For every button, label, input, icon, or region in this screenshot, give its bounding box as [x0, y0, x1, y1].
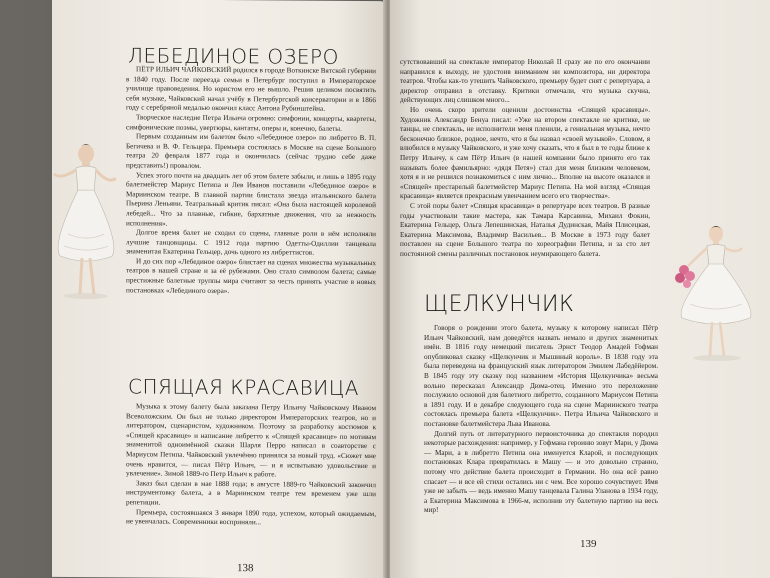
sleeping-beauty-continued-text	[400, 58, 650, 294]
paragraph: сутствовавший на спектакле император Николай II сразу же по его окончании направился к выходу, не удостоив вниманием ни композитора, ни директора театров. Чтобы как-то утешить Чайковского, премьеру будет снят с репертуара, а директор отправил в отставку. Критики отмечали, что музыка скучна, действующих лиц слишком много...	[400, 58, 650, 105]
heading-nutcracker: ЩЕЛКУНЧИК	[424, 292, 575, 317]
paragraph: С этой поры балет «Спящая красавица» в репертуаре всех театров. В разные годы участвовали такие мастера, как Тамара Карсавина, Михаил Фокин, Екатерина Гельцер, Ольга Лепешинская, Наталья Дудинская, Майя Плисецкая, Екатерина Максимова, Владимир Васильев... В Москве в 1973 году балет поставлен на сцене Большого театра по хореографии Петипа, и за сто лет постоянной смены различных постановок неумирающего балета.	[400, 201, 650, 258]
paragraph: Долгий путь от литературного первоисточника до спектакля породил некоторые расхождения: например, у Гофмана героиню зовут Мари, у Дюма — Мари, а в либретто Петипа она именуется Кларой, и последующих постановках Клара превратилась в Машу — и это довольно странно, потому что действие балета происходит в Германии. Но она всё равно спасает — и все ей стихи остались ни с чем. Все хорошо сочувствует. Имя уже не забыть — ведь именно Машу танцевала Галина Уланова в 1934 году, а Екатерина Максимова в 1966-м, исполнив эту балетную партию на весь мир!	[424, 429, 658, 515]
paragraph: И до сих пор «Лебединое озеро» блистает на сценах множества музыкальных театров в нашей стране и за её рубежами. Оно стало символом балета; самые престижные балетные труппы мира считают за честь принять участие в новых постановках «Лебединого озера».	[126, 257, 376, 295]
ballerina-illustration	[52, 134, 126, 305]
paragraph: Заказ был сделан в мае 1888 года; в августе 1889-го Чайковский закончил инструментовку балета, а в Мариинском театре тем временем уже шли репетиции.	[126, 479, 376, 507]
paragraph: ПЁТР ИЛЬИЧ ЧАЙКОВСКИЙ родился в городе Воткинске Вятской губернии в 1840 году. После переезда семьи в Петербург поступил в Императорское училище правоведения. Но юристом его не вышло. Решив целиком посвятить себя музыке, Чайковский начал учёбу в Петербургской консерватории и в 1866 году с серебряной медалью окончил класс Антона Рубинштейна.	[126, 65, 376, 114]
page-number: 139	[580, 538, 597, 550]
paragraph: Говоря о рождении этого балета, музыку к которому написал Пётр Ильич Чайковский, нам доведётся назвать немало и других знаменитых имён. В 1816 году немецкий писатель Эрнст Теодор Амадей Гофман опубликовал сказку «Щелкунчик и Мышиный король». В 1838 году эта была переведена на французский язык литератором Эмилем Лабедёйером. В 1845 году эту сказку под названием «История Щелкунчика» весьма вольно пересказал Александр Дюма-отец. Именно это переложение послужило основой для балетного либретто, созданного Мариусом Петипа в 1891 году. И в декабре следующего года на сцене Мариинского театра состоялась премьера балета «Щелкунчик». Петра Ильича Чайковского и постановке балетмейстера Льва Иванова.	[424, 324, 658, 428]
paragraph: Творческое наследие Петра Ильича огромно: симфонии, концерты, квартеты, симфонические поэмы, увертюры, кантаты, оперы и, конечно, балеты.	[126, 113, 376, 133]
paragraph: Успех этого почти на двадцать лет об этом балете забыли, и лишь в 1895 году балетмейстер Мариус Петипа и Лев Иванов поставили «Лебединое озеро» в Мариинском театре. В главной партии блистала звезда итальянского балета Пьерина Леньяни. Театральный критик писал: «Она была настоящей королевой лебедей... Что за плавные, гибкие, бархатные движения, что за нежность исполнения».	[126, 170, 376, 228]
paragraph: Долгое время балет не сходил со сцены, главные роли в нём исполняли лучшие танцовщицы. С 1912 года партию Одетты-Одиллии танцевала знаменитая Екатерина Гельцер, дочь одного из либреттистов.	[126, 228, 376, 257]
nutcracker-text	[424, 324, 658, 522]
heading-swan-lake: ЛЕБЕДИНОЕ ОЗЕРО	[128, 43, 339, 69]
left-page	[52, 0, 386, 578]
paragraph: Первым созданным им балетом было «Лебединое озеро» по либретто В. П. Бегичева и В. Ф. Гельцера. Премьера состоялась в Москве на сцене Большого театра 20 февраля 1877 года и окончилась (сейчас трудно себе даже представить!) провалом.	[126, 132, 376, 170]
paragraph: Премьера, состоявшаяся 3 января 1890 года, успехом, который ожидаемым, не увенчалась. Современники восприняли...	[126, 507, 376, 527]
sleeping-beauty-text	[126, 402, 376, 554]
paragraph: Музыка к этому балету была заказана Петру Ильичу Чайковскому Иваном Всеволожским. Он был не только директором Императорских театров, но и литератором, сценаристом, художником. Поэтому за разработку костюмов к «Спящей красавице» и написание либретто к «Спящей красавице» по мотивам знаменитой одноимённой сказки Шарля Перро написал в соавторстве с Мариусом Петипа. Чайковский увлечённо принялся за новый труд. «Сюжет мне очень нравится, — писал Пётр Ильич, — и я испытываю удовольствие и увлечение». Зимой 1889-го Петр Ильич к работе.	[126, 402, 376, 479]
swan-lake-text	[126, 65, 376, 345]
right-page	[390, 0, 770, 578]
page-number: 138	[237, 562, 254, 575]
heading-sleeping-beauty: СПЯЩАЯ КРАСАВИЦА	[128, 374, 359, 400]
ballerina-illustration	[662, 218, 766, 368]
paragraph: Но очень скоро зрители оценили достоинства «Спящей красавицы». Художник Александр Бенуа писал: «Уже на втором спектакле не критике, не танцы, не спектакль, не исполнители меня пленили, а гениальная музыка, нечто бесконечно близкое, родное, нечто, что я бы назвал «своей музыкой». Словом, я влюбился в музыку Чайковского, и уже хочу сказать, что я был в те годы ближе к Петру Ильичу, к сам Пётр Ильич (в нашей компании было принято его так называть более фамильярно: «дядя Петя») стал для меня близким человеком, хотя я и не решился познакомиться с ним лично... Вполне на высоте оказался и «Спящей» престарелый балетмейстер Мариус Петипа. На мой взгляд «Спящая красавица» является прекрасным увенчанием всего его творчества».	[400, 105, 650, 201]
